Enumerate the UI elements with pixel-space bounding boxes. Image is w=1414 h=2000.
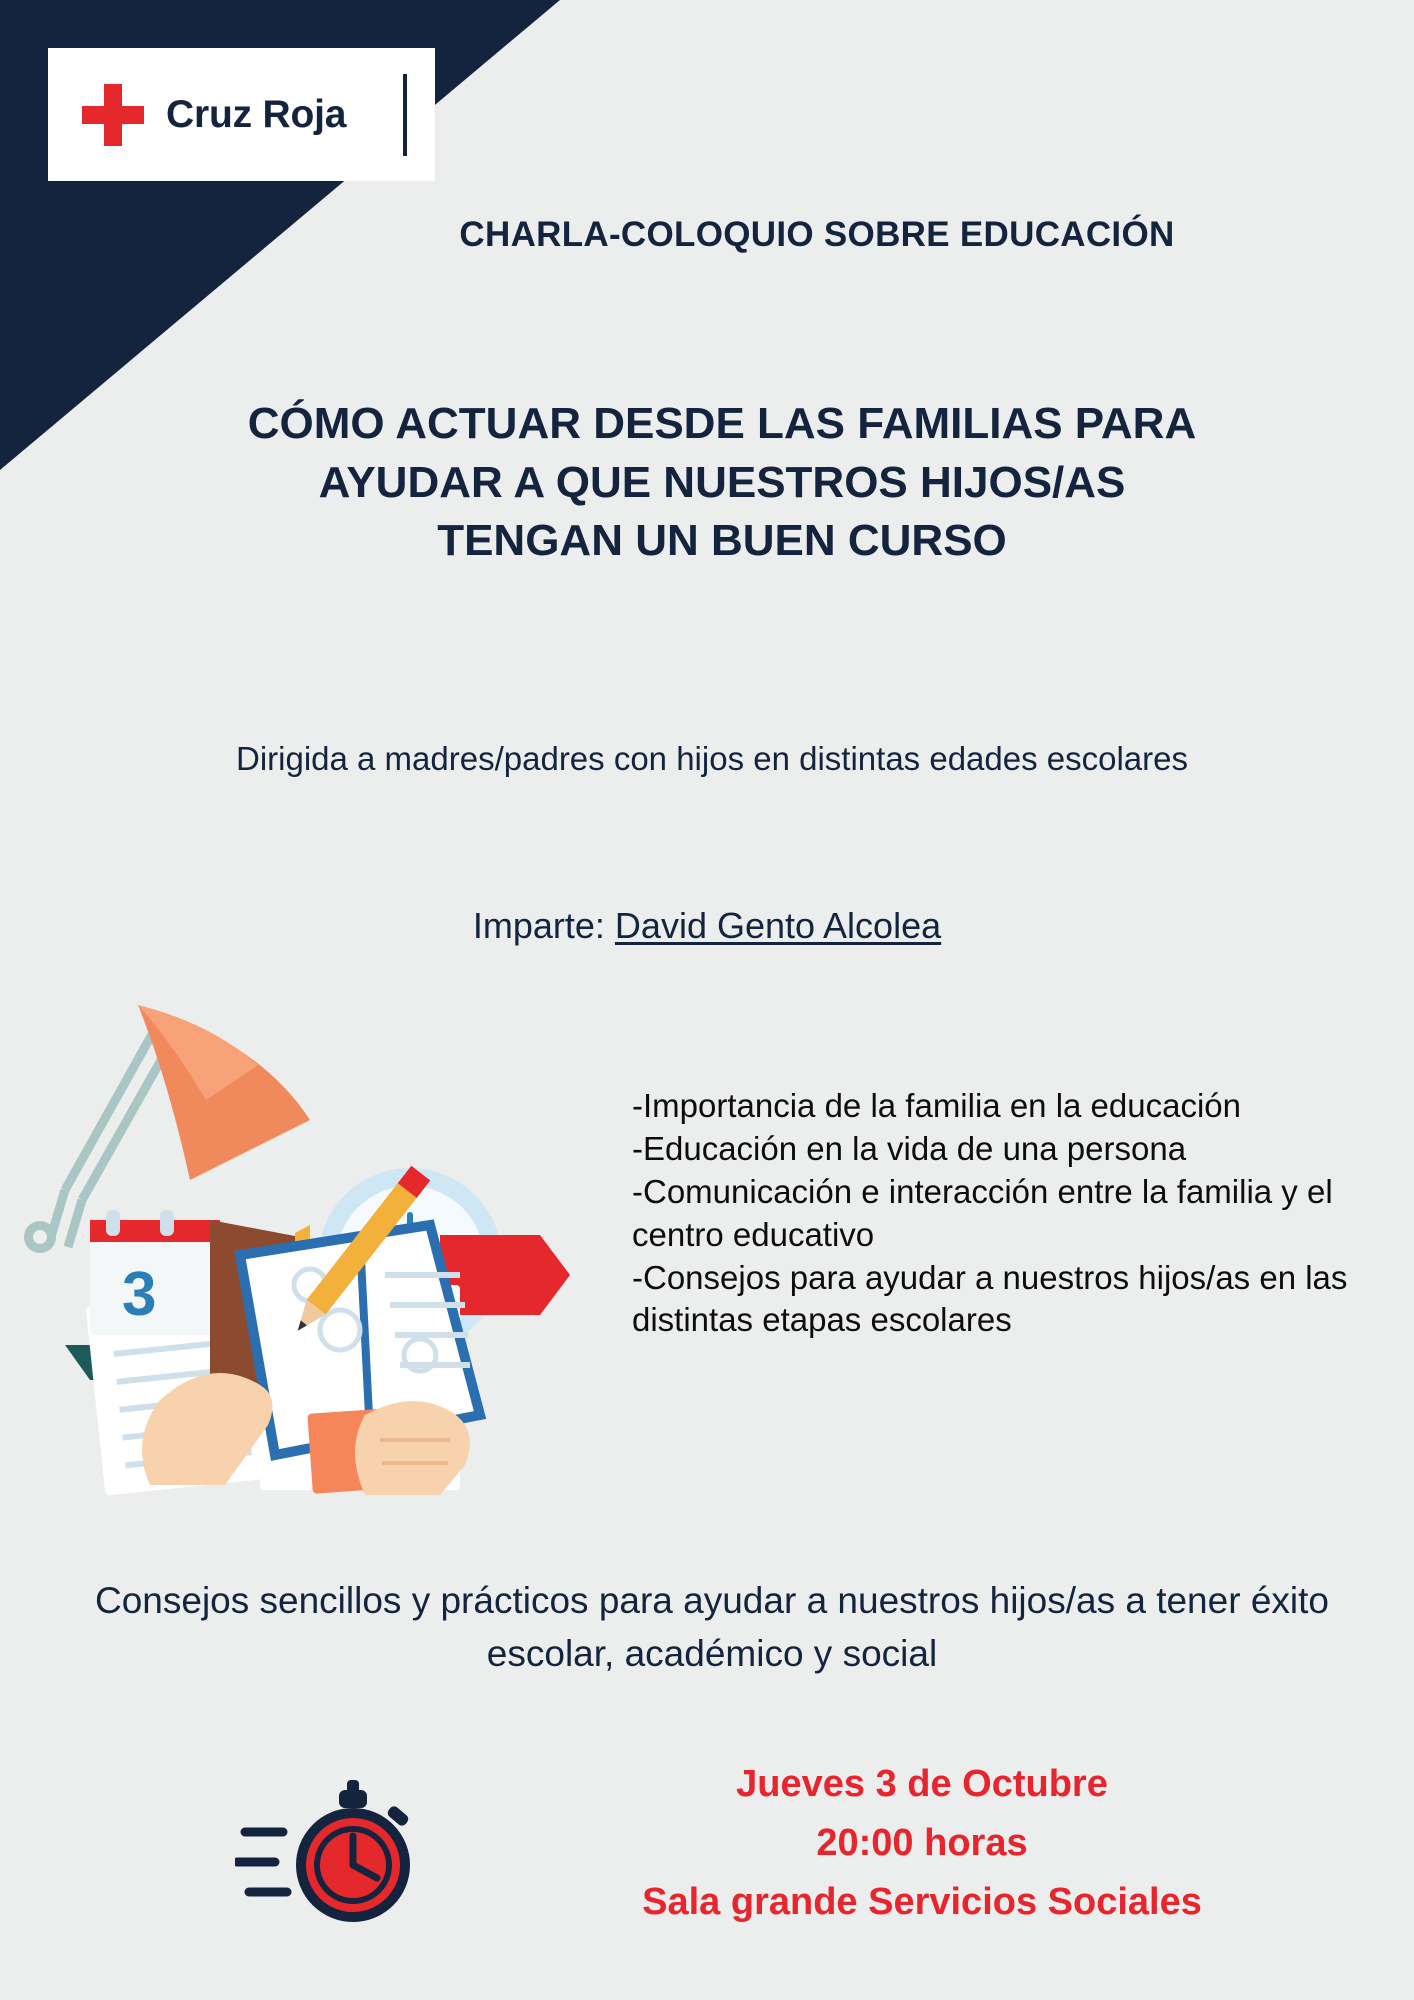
cruz-roja-logo	[48, 48, 435, 181]
title-line-3: TENGAN UN BUEN CURSO	[437, 516, 1007, 566]
list-item: -Importancia de la familia en la educación	[632, 1087, 1242, 1124]
event-place: Sala grande Servicios Sociales	[642, 1880, 1202, 1923]
list-item: -Consejos para ayudar a nuestros hijos/as en las distintas etapas escolares	[632, 1258, 1357, 1339]
stopwatch-icon	[235, 1770, 425, 1940]
title-line-2: AYUDAR A QUE NUESTROS HIJOS/AS	[318, 457, 1126, 507]
list-item: -Educación en la vida de una persona	[632, 1129, 1187, 1167]
event-date: Jueves 3 de Octubre	[736, 1763, 1108, 1805]
topics-list	[632, 1085, 1372, 1342]
page-title	[90, 395, 1354, 571]
speaker-line	[0, 905, 1414, 947]
title-line-1: CÓMO ACTUAR DESDE LAS FAMILIAS PARA	[247, 399, 1197, 448]
speaker-name: David Gento Alcolea	[614, 905, 942, 946]
event-details	[470, 1755, 1374, 1932]
study-desk-illustration	[10, 985, 630, 1515]
speaker-label: Imparte:	[472, 905, 605, 946]
tagline-text: Consejos sencillos y prácticos para ayudar a nuestros hijos/as a tener éxito escolar, académico y social	[95, 1580, 1329, 1674]
poster-kicker: CHARLA-COLOQUIO SOBRE EDUCACIÓN	[459, 215, 1175, 254]
logo-divider	[403, 74, 407, 156]
logo-label: Cruz Roja	[166, 92, 347, 136]
audience-text: Dirigida a madres/padres con hijos en distintas edades escolares	[235, 740, 1189, 777]
event-time: 20:00 horas	[816, 1821, 1028, 1864]
red-cross-icon	[82, 84, 144, 146]
list-item: -Comunicación e interacción entre la familia y el centro educativo	[632, 1172, 1342, 1253]
svg-text:3: 3	[122, 1260, 157, 1329]
